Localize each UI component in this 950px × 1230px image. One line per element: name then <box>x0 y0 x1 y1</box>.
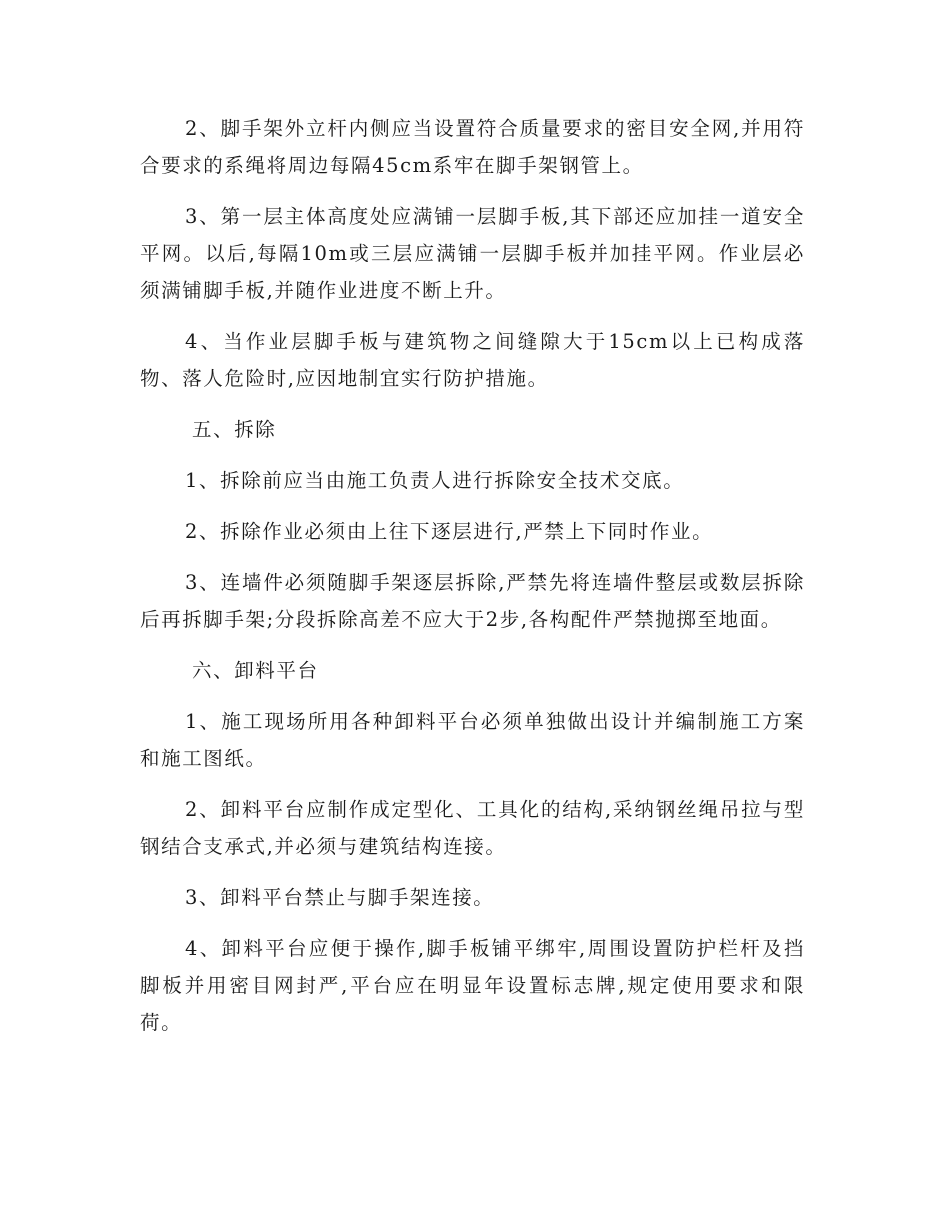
paragraph-dismantling-briefing: 1、拆除前应当由施工负责人进行拆除安全技术交底。 <box>185 469 685 492</box>
paragraph-dismantling-order: 2、拆除作业必须由上往下逐层进行,严禁上下同时作业。 <box>185 520 714 543</box>
section-heading-unloading-platform: 六、卸料平台 <box>192 659 319 682</box>
paragraph-platform-operation: 4、卸料平台应便于操作,脚手板铺平绑牢,周围设置防护栏杆及挡脚板并用密目网封严,平台应在明显年设置标志牌,规定使用要求和限荷。 <box>140 937 805 1034</box>
paragraph-wall-ties-removal: 3、连墙件必须随脚手架逐层拆除,严禁先将连墙件整层或数层拆除后再拆脚手架;分段拆除高差不应大于2步,各构配件严禁抛掷至地面。 <box>140 571 805 631</box>
paragraph-platform-structure: 2、卸料平台应制作成定型化、工具化的结构,采纳钢丝绳吊拉与型钢结合支承式,并必须与建筑结构连接。 <box>140 798 805 858</box>
paragraph-scaffold-safety-net: 2、脚手架外立杆内侧应当设置符合质量要求的密目安全网,并用符合要求的系绳将周边每隔45cm系牢在脚手架钢管上。 <box>140 117 805 177</box>
document-body <box>140 110 805 1055</box>
paragraph-scaffold-boards: 3、第一层主体高度处应满铺一层脚手板,其下部还应加挂一道安全平网。以后,每隔10m或三层应满铺一层脚手板并加挂平网。作业层必须满铺脚手板,并随作业进度不断上升。 <box>140 205 805 302</box>
paragraph-platform-design: 1、施工现场所用各种卸料平台必须单独做出设计并编制施工方案和施工图纸。 <box>140 710 805 770</box>
paragraph-platform-no-scaffold: 3、卸料平台禁止与脚手架连接。 <box>185 886 495 909</box>
paragraph-gap-protection: 4、当作业层脚手板与建筑物之间缝隙大于15cm以上已构成落物、落人危险时,应因地制宜实行防护措施。 <box>140 330 805 390</box>
section-heading-dismantling: 五、拆除 <box>192 418 277 441</box>
